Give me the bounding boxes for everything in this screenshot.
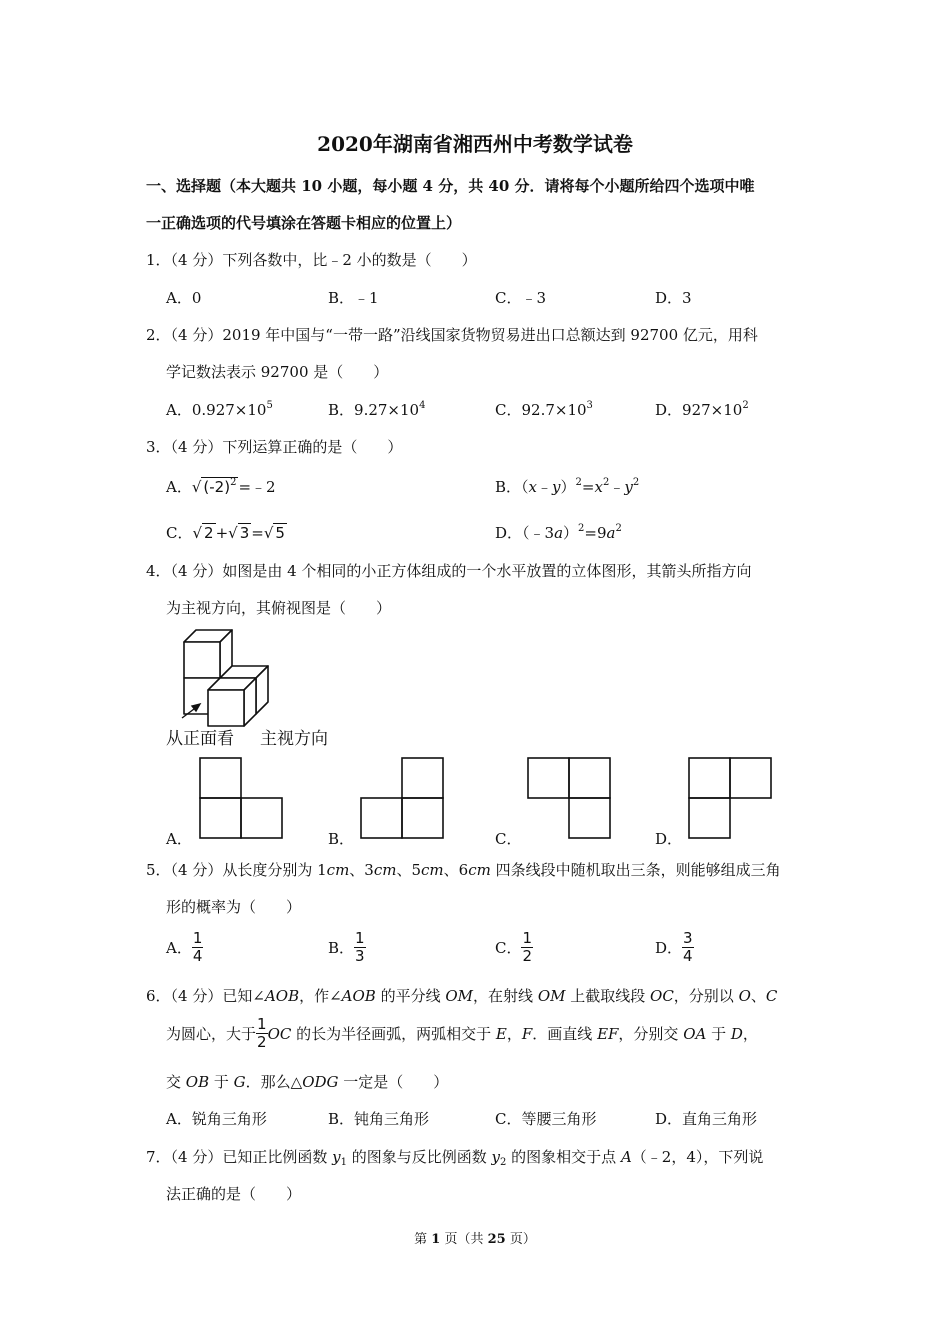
grid-square	[730, 758, 771, 798]
q4-option-c-figure	[527, 757, 611, 839]
q5-option-b: B． $\frac{1}{3}$	[328, 929, 365, 965]
q3-option-a: A．√ $(-2)^2$ =﹣2	[166, 477, 276, 496]
grid-square	[200, 798, 241, 838]
q6-option-c: C．等腰三角形	[495, 1110, 597, 1128]
q6-option-b: B．钝角三角形	[328, 1110, 430, 1128]
grid-square	[689, 798, 730, 838]
grid-square	[402, 758, 443, 798]
cube-front-right	[208, 690, 244, 726]
grid-square	[569, 758, 610, 798]
section-heading-line2: 一正确选项的代号填涂在答题卡相应的位置上）	[146, 214, 462, 232]
q1-option-c: C．﹣3	[495, 289, 547, 307]
figure-caption-direction: 主视方向	[260, 729, 328, 749]
q2-option-b: B．$9.27\times 10^4$	[328, 400, 426, 419]
q6-stem-line1: 6．（4 分）已知∠AOB，作∠AOB 的平分线 OM，在射线 OM 上截取线段 OC，分别以 O、C	[146, 987, 778, 1005]
grid-square	[200, 758, 241, 798]
cube-figure	[160, 630, 280, 720]
q5-option-c: C． $\frac{1}{2}$	[495, 929, 533, 965]
q2-stem-line2: 学记数法表示 92700 是（ ）	[166, 363, 389, 381]
q5-option-d: D． $\frac{3}{4}$	[655, 929, 693, 965]
q1-option-d: D．3	[655, 289, 692, 307]
q6-option-d: D．直角三角形	[655, 1110, 758, 1128]
q4-option-b-label: B．	[328, 830, 355, 848]
q7-stem-line1: 7．（4 分）已知正比例函数 $y_1$ 的图象与反比例函数 $y_2$ 的图象相交于点 A（﹣2，4），下列说	[146, 1148, 764, 1168]
q2-option-d: D．$927\times 10^2$	[655, 400, 749, 419]
q4-stem-line1: 4．（4 分）如图是由 4 个相同的小正方体组成的一个水平放置的立体图形，其箭头所指方向	[146, 562, 752, 580]
q4-option-b-figure	[360, 757, 444, 839]
q1-option-b: B．﹣1	[328, 289, 379, 307]
radicand: $(-2)^2$	[203, 477, 237, 496]
q5-option-a: A． $\frac{1}{4}$	[166, 929, 203, 965]
q3-option-b: B．$(x﹣y)^2=x^2﹣y^2$	[495, 477, 640, 496]
sqrt-sign: √	[191, 478, 202, 496]
grid-square	[689, 758, 730, 798]
q2-stem-line1: 2．（4 分）2019 年中国与“一带一路”沿线国家货物贸易进出口总额达到 92700 亿元，用科	[146, 326, 758, 344]
figure-caption-front: 从正面看	[166, 729, 234, 749]
q6-stem-line2: 为圆心，大于 $\frac{1}{2}$ OC 的长为半径画弧，两弧相交于 E，F．画直线 EF，分别交 OA 于 D，	[166, 1015, 758, 1051]
q6-option-a: A．锐角三角形	[166, 1110, 267, 1128]
grid-square	[569, 798, 610, 838]
q4-option-d-figure	[688, 757, 772, 839]
q4-option-c-label: C．	[495, 830, 522, 848]
grid-square	[528, 758, 569, 798]
q4-option-a-label: A．	[166, 830, 192, 848]
q2-option-a: A．$0.927\times 10^5$	[166, 400, 273, 419]
q3-option-d: D．$(﹣3a)^2=9a^2$	[495, 523, 622, 542]
q5-stem-line1: 5．（4 分）从长度分别为 1cm、3cm、5cm、6cm 四条线段中随机取出三条，则能够组成三角	[146, 861, 781, 879]
grid-square	[361, 798, 402, 838]
q1-option-a: A．0	[166, 289, 202, 307]
page-title: 2020年湖南省湘西州中考数学试卷	[317, 132, 633, 156]
q1-stem: 1．（4 分）下列各数中，比﹣2 小的数是（ ）	[146, 251, 477, 269]
q3-stem: 3．（4 分）下列运算正确的是（ ）	[146, 438, 403, 456]
grid-square	[241, 798, 282, 838]
q2-option-c: C．$92.7\times 10^3$	[495, 400, 593, 419]
q5-stem-line2: 形的概率为（ ）	[166, 898, 302, 916]
q6-stem-line3: 交 OB 于 G．那么△ODG 一定是（ ）	[166, 1073, 449, 1091]
q4-stem-line2: 为主视方向，其俯视图是（ ）	[166, 599, 392, 617]
q3-option-c: C．√ 2 +√ 3 =√ 5	[166, 524, 285, 542]
q7-stem-line2: 法正确的是（ ）	[166, 1185, 302, 1203]
page-footer: 第 1 页（共 25 页）	[414, 1232, 536, 1247]
cube-front-upper	[184, 642, 220, 678]
q4-option-d-label: D．	[655, 830, 683, 848]
section-heading-line1: 一、选择题（本大题共 10 小题，每小题 4 分，共 40 分．请将每个小题所给四个选项中唯	[146, 177, 755, 195]
q4-option-a-figure	[199, 757, 283, 839]
grid-square	[402, 798, 443, 838]
